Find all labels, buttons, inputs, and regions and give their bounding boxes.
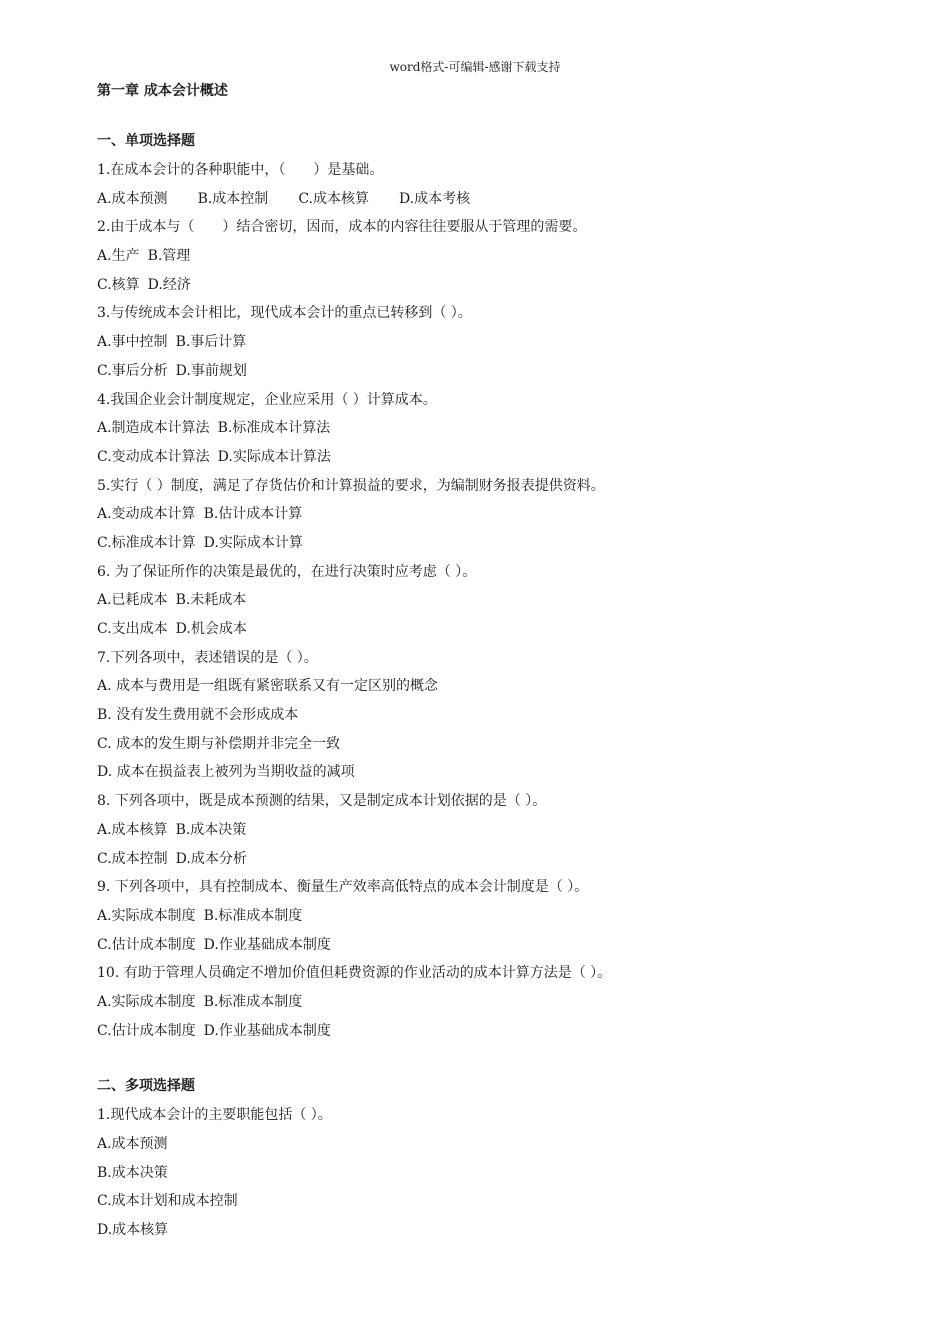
option-row bbox=[97, 1130, 877, 1159]
answer-option: C.变动成本计算法 bbox=[97, 448, 210, 465]
option-row bbox=[97, 414, 877, 443]
question-stem: 8. 下列各项中，既是成本预测的结果，又是制定成本计划依据的是（ ）。 bbox=[97, 793, 547, 810]
answer-option: C.支出成本 bbox=[97, 621, 168, 637]
answer-option: A.变动成本计算 bbox=[97, 506, 196, 523]
answer-option: C.核算 bbox=[97, 276, 140, 293]
answer-option: C. 成本的发生期与补偿期并非完全一致 bbox=[97, 735, 341, 752]
answer-option: C.事后分析 bbox=[97, 362, 168, 379]
answer-option: A.事中控制 bbox=[97, 334, 168, 351]
answer-option: D.作业基础成本制度 bbox=[203, 936, 331, 953]
answer-option: C.估计成本制度 bbox=[97, 936, 196, 953]
option-row bbox=[97, 1187, 877, 1216]
answer-option: A.成本预测 bbox=[97, 1136, 168, 1152]
answer-option: D.机会成本 bbox=[175, 621, 247, 637]
sections-container bbox=[97, 130, 877, 1245]
option-row bbox=[97, 615, 877, 644]
answer-option: A.成本预测 bbox=[97, 190, 168, 207]
option-row bbox=[97, 672, 877, 701]
answer-option: C.标准成本计算 bbox=[97, 534, 196, 551]
answer-option: D.成本分析 bbox=[175, 850, 247, 867]
answer-option: B.估计成本计算 bbox=[203, 506, 303, 523]
section-title: 二、多项选择题 bbox=[97, 1078, 195, 1095]
question-stem: 1.在成本会计的各种职能中，（ ）是基础。 bbox=[97, 162, 384, 178]
option-row bbox=[97, 586, 877, 615]
option-row bbox=[97, 242, 877, 271]
option-row bbox=[97, 701, 877, 730]
answer-option: A.生产 bbox=[97, 248, 140, 265]
answer-option: D.成本考核 bbox=[398, 190, 471, 207]
option-row bbox=[97, 931, 877, 960]
option-row bbox=[97, 816, 877, 845]
answer-option: B.事后计算 bbox=[175, 334, 247, 351]
answer-option: B.成本决策 bbox=[97, 1164, 168, 1181]
section-title: 一、单项选择题 bbox=[97, 133, 195, 149]
answer-option: B.标准成本制度 bbox=[203, 907, 303, 924]
answer-option: A.实际成本制度 bbox=[97, 993, 196, 1010]
option-row bbox=[97, 443, 877, 472]
answer-option: A. 成本与费用是一组既有紧密联系又有一定区别的概念 bbox=[97, 678, 439, 695]
option-row bbox=[97, 185, 877, 214]
answer-option: A.制造成本计算法 bbox=[97, 420, 210, 437]
chapter-title: 第一章 成本会计概述 bbox=[97, 83, 228, 99]
question-stem: 3.与传统成本会计相比，现代成本会计的重点已转移到（ ）。 bbox=[97, 305, 472, 322]
answer-option: B.管理 bbox=[147, 248, 191, 265]
question-stem: 6. 为了保证所作的决策是最优的，在进行决策时应考虑（ ）。 bbox=[97, 563, 477, 580]
section-spacer bbox=[97, 1045, 877, 1075]
option-row bbox=[97, 902, 877, 931]
question-stem: 2.由于成本与（ ）结合密切，因而，成本的内容往往要服从于管理的需要。 bbox=[97, 219, 587, 236]
option-row bbox=[97, 271, 877, 300]
option-row bbox=[97, 988, 877, 1017]
answer-option: D.经济 bbox=[147, 276, 191, 293]
answer-option: D.事前规划 bbox=[175, 362, 247, 379]
answer-option: D.成本核算 bbox=[97, 1222, 169, 1239]
answer-option: D.实际成本计算 bbox=[203, 534, 303, 551]
option-row bbox=[97, 1159, 877, 1188]
option-row bbox=[97, 845, 877, 874]
question-stem: 10. 有助于管理人员确定不增加价值但耗费资源的作业活动的成本计算方法是（ ）。 bbox=[97, 965, 612, 982]
answer-option: B.标准成本制度 bbox=[203, 993, 303, 1010]
option-row bbox=[97, 529, 877, 558]
answer-option: D.实际成本计算法 bbox=[217, 448, 331, 465]
answer-option: D.作业基础成本制度 bbox=[203, 1022, 331, 1039]
question-stem: 7.下列各项中，表述错误的是（ ）。 bbox=[97, 649, 318, 666]
answer-option: A.实际成本制度 bbox=[97, 907, 196, 924]
answer-option: B.标准成本计算法 bbox=[217, 420, 331, 437]
answer-option: B.成本决策 bbox=[175, 821, 247, 838]
answer-option: C.估计成本制度 bbox=[97, 1022, 196, 1039]
question-stem: 1.现代成本会计的主要职能包括（ ）。 bbox=[97, 1107, 332, 1124]
answer-option: C.成本计划和成本控制 bbox=[97, 1193, 238, 1210]
question-stem: 4.我国企业会计制度规定，企业应采用（ ）计算成本。 bbox=[97, 391, 437, 408]
page-header: word格式-可编辑-感谢下载支持 bbox=[389, 60, 561, 74]
answer-option: D. 成本在损益表上被列为当期收益的减项 bbox=[97, 764, 355, 781]
document-body bbox=[97, 80, 877, 1245]
question-stem: 5.实行（ ）制度，满足了存货估价和计算损益的要求，为编制财务报表提供资料。 bbox=[97, 477, 605, 494]
answer-option: B. 没有发生费用就不会形成成本 bbox=[97, 707, 299, 724]
answer-option: C.成本核算 bbox=[298, 190, 369, 207]
question-stem: 9. 下列各项中，具有控制成本、衡量生产效率高低特点的成本会计制度是（ ）。 bbox=[97, 879, 589, 896]
answer-option: A.已耗成本 bbox=[97, 592, 168, 609]
option-row bbox=[97, 758, 877, 787]
option-row bbox=[97, 1017, 877, 1046]
answer-option: B.未耗成本 bbox=[175, 592, 247, 609]
answer-option: C.成本控制 bbox=[97, 850, 168, 867]
answer-option: A.成本核算 bbox=[97, 821, 168, 838]
answer-option: B.成本控制 bbox=[197, 190, 269, 207]
option-row bbox=[97, 328, 877, 357]
option-row bbox=[97, 1216, 877, 1245]
option-row bbox=[97, 730, 877, 759]
option-row bbox=[97, 500, 877, 529]
option-row bbox=[97, 357, 877, 386]
